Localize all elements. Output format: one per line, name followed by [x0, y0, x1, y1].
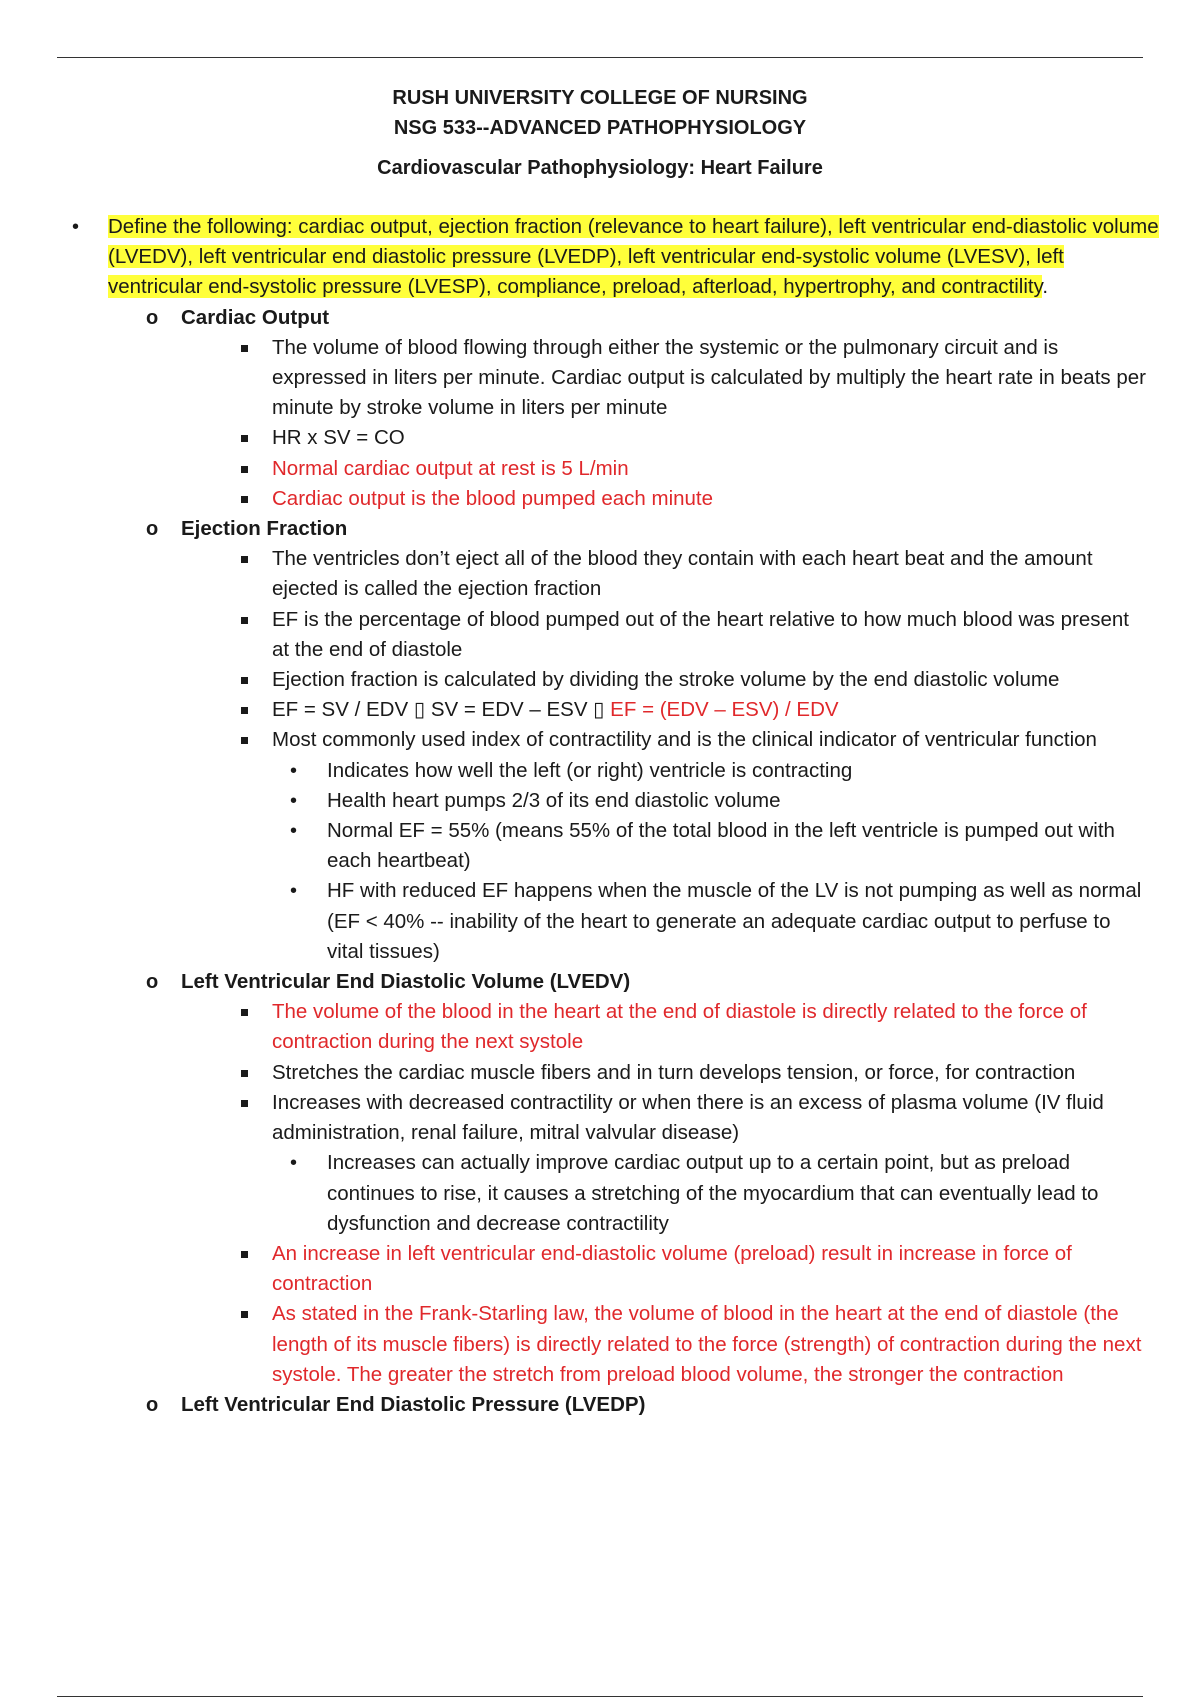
square-bullet: [241, 1100, 248, 1107]
square-bullet: [241, 617, 248, 624]
section-heading-ejection-fraction: [0, 514, 1200, 544]
top-rule: [57, 57, 1143, 58]
topic-title: Cardiovascular Pathophysiology: Heart Failure: [377, 157, 823, 179]
section-heading-lvedv: [0, 967, 1200, 997]
section-title: Ejection Fraction: [181, 517, 348, 541]
item-text: Increases can actually improve cardiac output up to a certain point, but as preload continues to rise, it causes a stretching of the myocardium that can eventually lead to dysfunction and decrease contractility: [327, 1151, 1099, 1235]
document-body: [0, 212, 1200, 1420]
item-text: The volume of blood flowing through either the systemic or the pulmonary circuit and is expressed in liters per minute. Cardiac output is calculated by multiply the heart rate in beats per minute by stroke volume in liters per minute: [272, 335, 1146, 420]
list-item: [0, 423, 1200, 453]
section-title: Left Ventricular End Diastolic Volume (LVEDV): [181, 970, 631, 994]
item-text: Increases with decreased contractility or when there is an excess of plasma volume (IV fluid administration, renal failure, mitral valvular disease): [272, 1090, 1104, 1145]
formula-text-red: EF = (EDV – ESV) / EDV: [610, 698, 839, 722]
sub-list-item: [0, 816, 1200, 876]
section-title: Left Ventricular End Diastolic Pressure (LVEDP): [181, 1392, 646, 1416]
document-header: [0, 83, 1200, 183]
square-bullet: [241, 1251, 248, 1258]
item-text: HR x SV = CO: [272, 426, 405, 450]
sub-list-item: [0, 876, 1200, 967]
item-text: EF is the percentage of blood pumped out of the heart relative to how much blood was present at the end of diastole: [272, 607, 1129, 661]
square-bullet: [241, 737, 248, 744]
square-bullet: [241, 496, 248, 503]
round-bullet: •: [290, 1152, 298, 1175]
list-item: [0, 1058, 1200, 1088]
section-heading-lvedp: [0, 1390, 1200, 1420]
item-text: Cardiac output is the blood pumped each minute: [272, 486, 714, 510]
list-item: [0, 333, 1200, 424]
item-text: An increase in left ventricular end-diastolic volume (preload) result in increase in force of contraction: [272, 1241, 1072, 1296]
square-bullet: [241, 435, 248, 442]
item-text: Most commonly used index of contractility and is the clinical indicator of ventricular function: [272, 728, 1097, 752]
list-item: [0, 665, 1200, 695]
sub-marker: o: [146, 306, 159, 329]
item-text: Normal EF = 55% (means 55% of the total blood in the left ventricle is pumped out with each heartbeat): [327, 819, 1115, 873]
bottom-rule: [57, 1696, 1143, 1697]
list-item: [0, 544, 1200, 604]
section-heading-cardiac-output: [0, 303, 1200, 333]
list-item: [0, 605, 1200, 665]
square-bullet: [241, 466, 248, 473]
list-item: [0, 1088, 1200, 1148]
sub-list-item: [0, 786, 1200, 816]
list-item: [0, 454, 1200, 484]
intro-bullet: [0, 212, 1200, 303]
list-item: [0, 725, 1200, 755]
sub-marker: o: [146, 518, 159, 541]
item-text: HF with reduced EF happens when the muscle of the LV is not pumping as well as normal (EF < 40% -- inability of the heart to generate an adequate cardiac output to perfuse to vital tissues): [327, 879, 1142, 963]
list-item: [0, 1239, 1200, 1299]
institution-title: RUSH UNIVERSITY COLLEGE OF NURSING: [392, 87, 808, 109]
item-text: Ejection fraction is calculated by dividing the stroke volume by the end diastolic volume: [272, 668, 1060, 692]
formula-item: [0, 695, 1200, 725]
list-item: [0, 484, 1200, 514]
square-bullet: [241, 1070, 248, 1077]
sub-marker: o: [146, 1393, 159, 1416]
square-bullet: [241, 677, 248, 684]
item-text: As stated in the Frank-Starling law, the volume of blood in the heart at the end of diastole (the length of its muscle fibers) is directly related to the force (strength) of contraction during the next systole. The greater the stretch from preload blood volume, the stronger the contraction: [272, 1302, 1142, 1386]
round-bullet: •: [290, 789, 298, 812]
highlighted-prompt: Define the following: cardiac output, ejection fraction (relevance to heart failure), left ventricular end-diastolic volume (LVEDV), left ventricular end diastolic pressure (LVEDP), left ventricular end-systolic volume (LVESV), left ventricular end-systolic pressure (LVESP), compliance, preload, afterload, hypertrophy, and contractility: [108, 215, 1159, 299]
round-bullet: •: [290, 820, 298, 843]
course-title: NSG 533--ADVANCED PATHOPHYSIOLOGY: [393, 117, 807, 139]
sub-list-item: [0, 756, 1200, 786]
square-bullet: [241, 707, 248, 714]
list-item: [0, 997, 1200, 1057]
item-text: The ventricles don’t eject all of the blood they contain with each heart beat and the amount ejected is called the ejection fraction: [272, 547, 1093, 601]
square-bullet: [241, 1009, 248, 1016]
intro-trail: .: [1042, 275, 1049, 299]
section-title: Cardiac Output: [181, 305, 330, 329]
item-text: Indicates how well the left (or right) ventricle is contracting: [327, 758, 853, 782]
square-bullet: [241, 556, 248, 563]
item-text: Normal cardiac output at rest is 5 L/min: [272, 456, 629, 480]
round-bullet: •: [290, 880, 298, 903]
formula-text: EF = SV / EDV ▯ SV = EDV – ESV ▯: [272, 698, 611, 722]
item-text: The volume of the blood in the heart at the end of diastole is directly related to the force of contraction during the next systole: [272, 1000, 1087, 1054]
square-bullet: [241, 1311, 248, 1318]
item-text: Health heart pumps 2/3 of its end diastolic volume: [327, 788, 781, 812]
sub-marker: o: [146, 971, 159, 994]
bullet-marker: •: [72, 216, 80, 238]
square-bullet: [241, 345, 248, 352]
list-item: [0, 1299, 1200, 1390]
sub-list-item: [0, 1148, 1200, 1239]
item-text: Stretches the cardiac muscle fibers and in turn develops tension, or force, for contraction: [272, 1060, 1076, 1084]
round-bullet: •: [290, 759, 298, 782]
